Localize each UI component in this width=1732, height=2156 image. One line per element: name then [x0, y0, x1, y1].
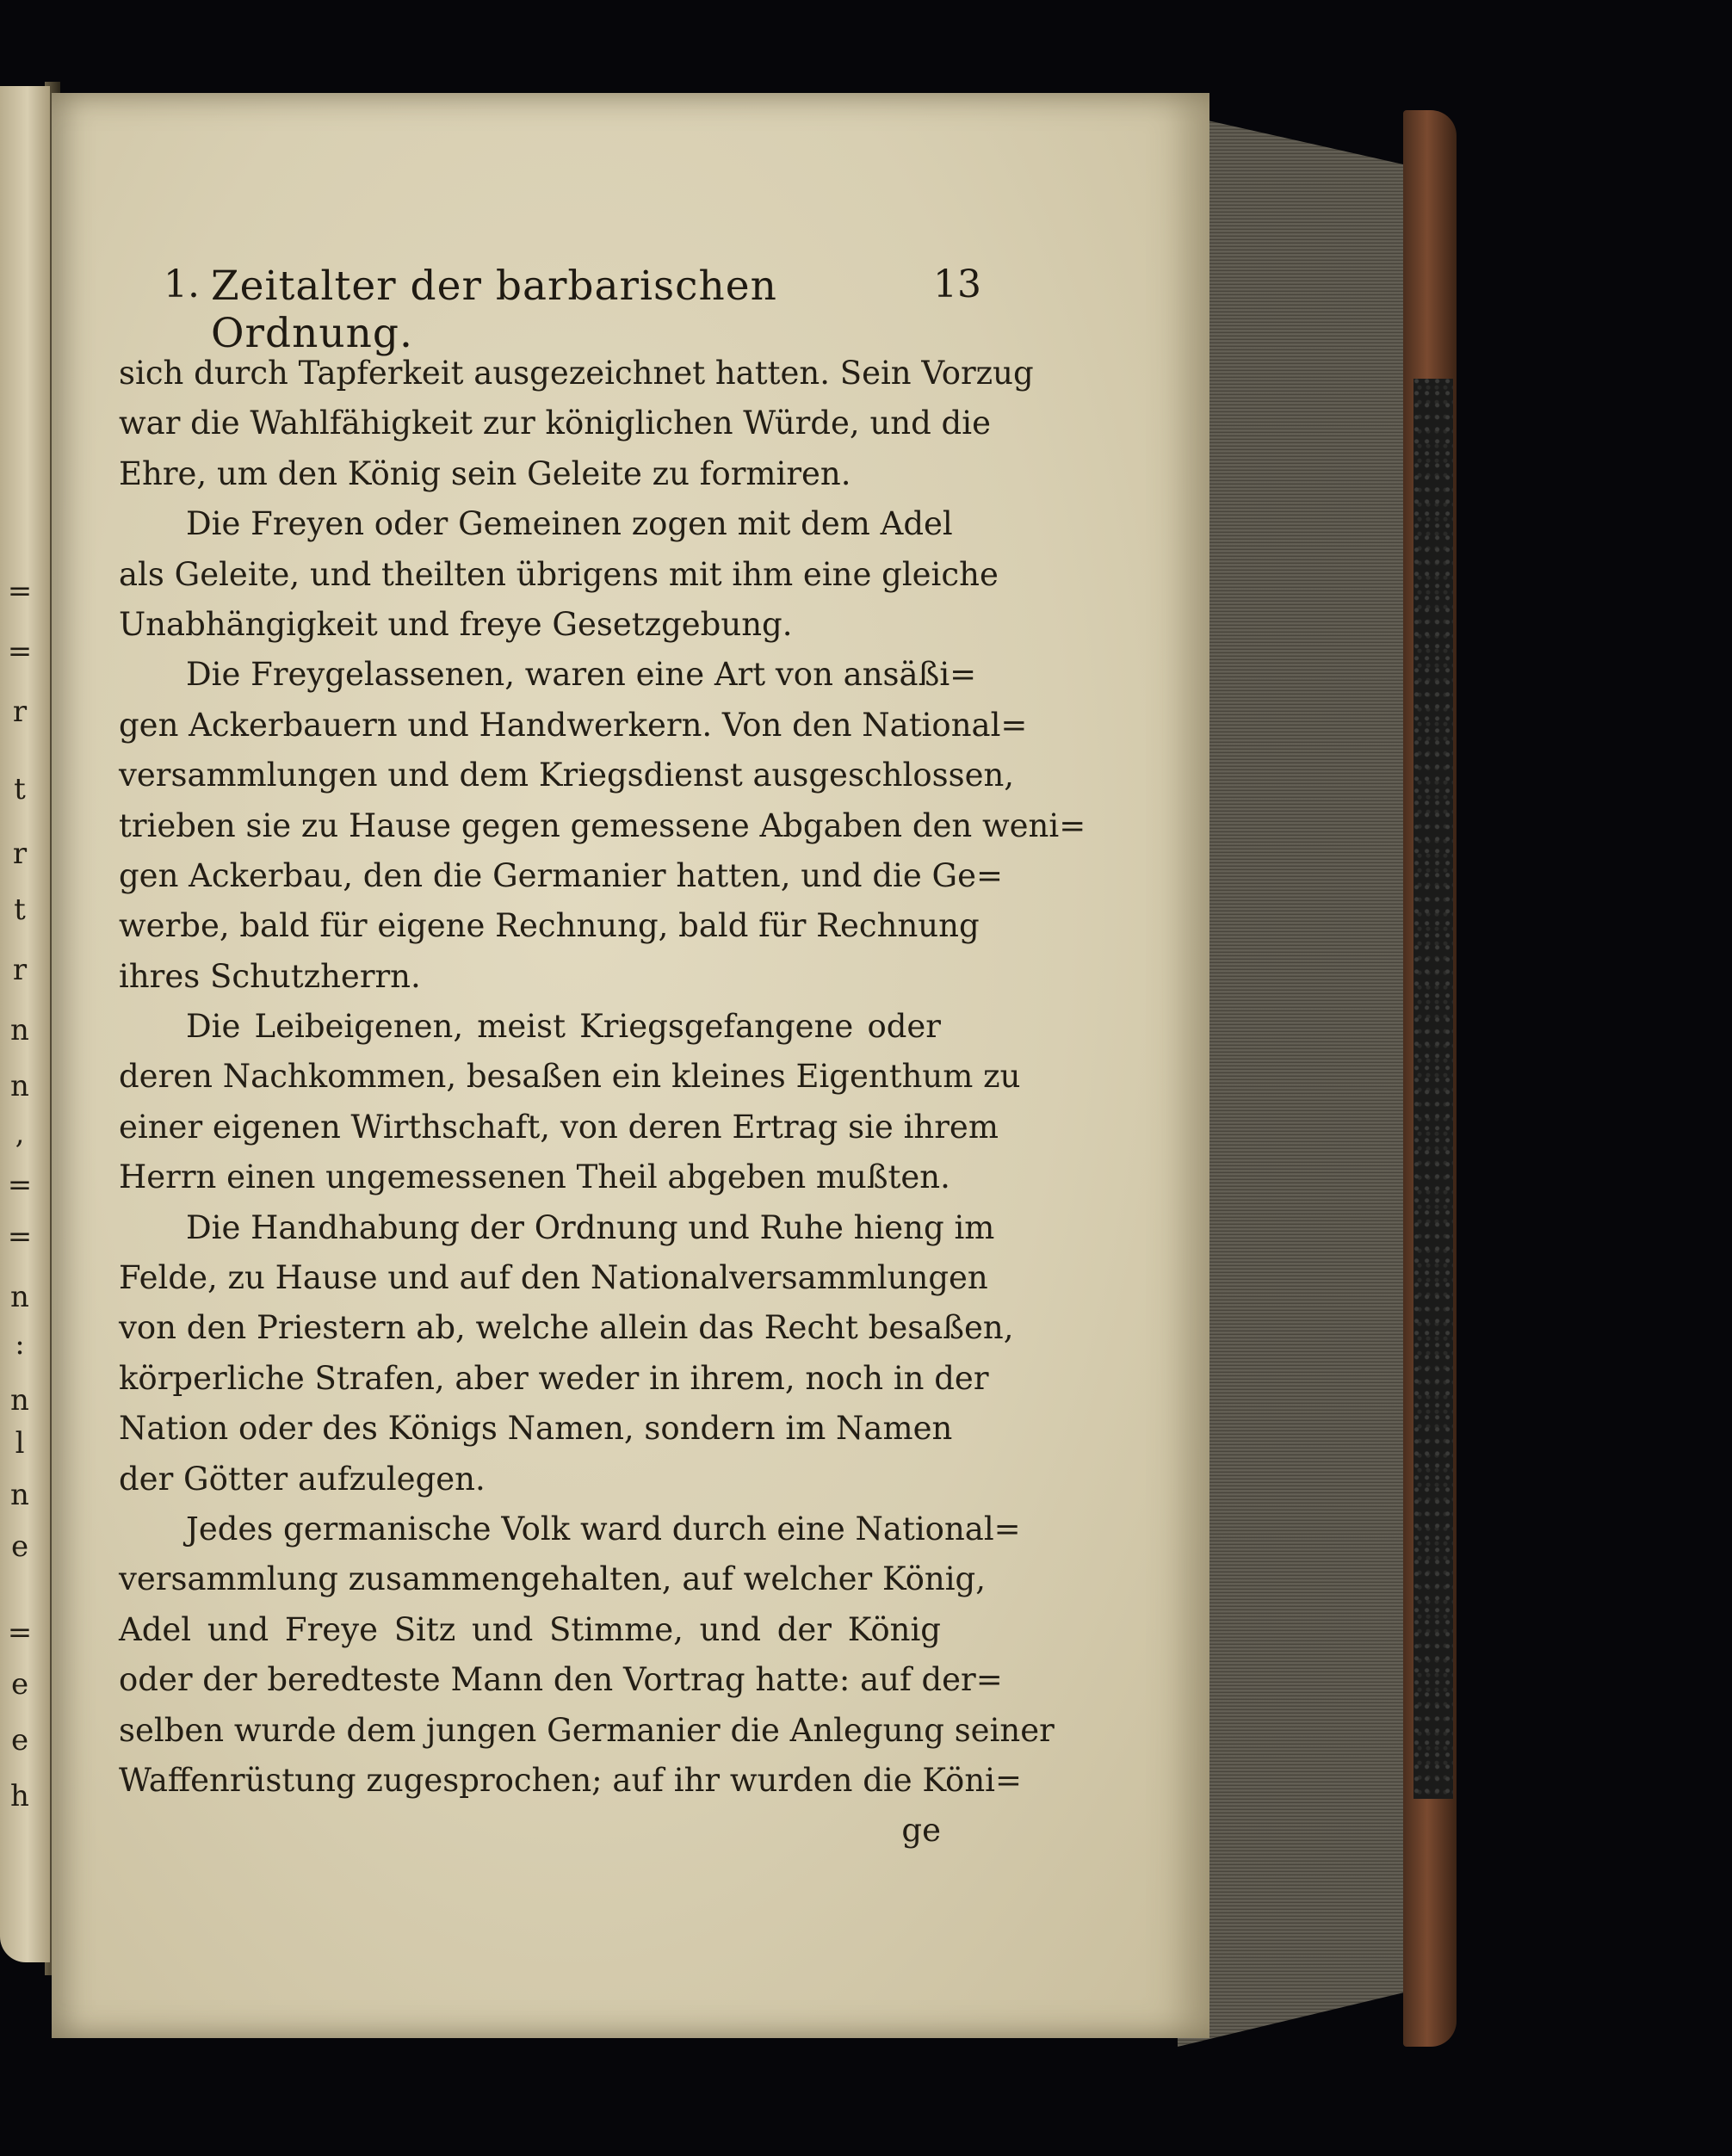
left-page-glyph: e — [10, 1667, 29, 1702]
left-page-glyph: n — [10, 1478, 29, 1512]
text-line: selben wurde dem jungen Germanier die Anlegung seiner — [119, 1711, 1055, 1749]
left-page-glyph: t — [14, 893, 26, 927]
left-page-glyph: t — [14, 772, 26, 806]
left-facing-page — [0, 86, 50, 1962]
text-line: Die Freygelassenen, waren eine Art von ansäßi= — [186, 656, 977, 694]
left-page-glyph: r — [12, 695, 28, 729]
text-line: deren Nachkommen, besaßen ein kleines Eigenthum zu — [119, 1058, 1021, 1096]
left-page-glyph: h — [10, 1779, 29, 1813]
left-page-glyph: = — [7, 574, 33, 608]
chapter-number: 1. — [164, 263, 200, 306]
text-line: Jedes germanische Volk ward durch eine National= — [186, 1510, 1021, 1548]
left-page-glyph: n — [10, 1280, 29, 1314]
text-line: Die Freyen oder Gemeinen zogen mit dem Adel — [186, 505, 953, 543]
left-page-glyph: = — [7, 1220, 33, 1254]
text-line: sich durch Tapferkeit ausgezeichnet hatten. Sein Vorzug — [119, 355, 1034, 392]
text-line: ge — [901, 1812, 941, 1850]
text-line: versammlungen und dem Kriegsdienst ausgeschlossen, — [119, 757, 1015, 794]
text-line: Unabhängigkeit und freye Gesetzgebung. — [119, 605, 793, 643]
text-line: Felde, zu Hause und auf den Nationalversammlungen — [119, 1259, 988, 1297]
text-line: gen Ackerbau, den die Germanier hatten, und die Ge= — [119, 856, 1003, 894]
text-line: einer eigenen Wirthschaft, von deren Ertrag sie ihrem — [119, 1108, 999, 1146]
text-line: gen Ackerbauern und Handwerkern. Von den National= — [119, 706, 1028, 744]
left-page-glyph: e — [10, 1529, 29, 1564]
left-page-glyph: : — [15, 1327, 25, 1362]
text-line: als Geleite, und theilten übrigens mit ihm eine gleiche — [119, 555, 999, 593]
text-line: Die Handhabung der Ordnung und Ruhe hieng im — [186, 1208, 995, 1246]
left-page-glyph: , — [15, 1116, 25, 1151]
text-line: von den Priestern ab, welche allein das Recht besaßen, — [119, 1309, 1014, 1347]
text-line: Adel und Freye Sitz und Stimme, und der König — [119, 1610, 941, 1648]
left-page-glyph: l — [15, 1426, 25, 1461]
running-title: Zeitalter der barbarischen Ordnung. — [211, 263, 777, 357]
left-page-glyph: n — [10, 1383, 29, 1418]
left-page-glyph: r — [12, 837, 28, 871]
text-line: oder der beredteste Mann den Vortrag hatte: auf der= — [119, 1661, 1003, 1699]
text-line: Waffenrüstung zugesprochen; auf ihr wurden die Köni= — [119, 1761, 1022, 1799]
text-line: trieben sie zu Hause gegen gemessene Abgaben den weni= — [119, 806, 1086, 844]
text-line: Herrn einen ungemessenen Theil abgeben mußten. — [119, 1158, 950, 1196]
left-page-glyph: n — [10, 1013, 29, 1047]
text-line: Die Leibeigenen, meist Kriegsgefangene oder — [186, 1008, 941, 1046]
left-page-glyph: = — [7, 634, 33, 669]
text-line: werbe, bald für eigene Rechnung, bald für Rechnung — [119, 907, 980, 945]
left-page-glyph: = — [7, 1168, 33, 1202]
text-line: versammlung zusammengehalten, auf welcher König, — [119, 1560, 987, 1598]
marbled-cover-paper — [1413, 379, 1453, 1799]
text-line: Nation oder des Königs Namen, sondern im Namen — [119, 1410, 953, 1448]
page-number: 13 — [933, 263, 981, 306]
left-page-glyph: r — [12, 953, 28, 987]
running-header — [164, 263, 981, 357]
text-line: der Götter aufzulegen. — [119, 1460, 486, 1498]
body-text — [119, 349, 1086, 1856]
text-line: körperliche Strafen, aber weder in ihrem, noch in der — [119, 1359, 989, 1397]
text-line: ihres Schutzherrn. — [119, 957, 421, 995]
left-page-glyph: e — [10, 1723, 29, 1758]
left-page-glyph: = — [7, 1615, 33, 1650]
text-line: Ehre, um den König sein Geleite zu formiren. — [119, 454, 851, 492]
text-line: war die Wahlfähigkeit zur königlichen Würde, und die — [119, 405, 991, 442]
left-page-glyph: n — [10, 1069, 29, 1103]
